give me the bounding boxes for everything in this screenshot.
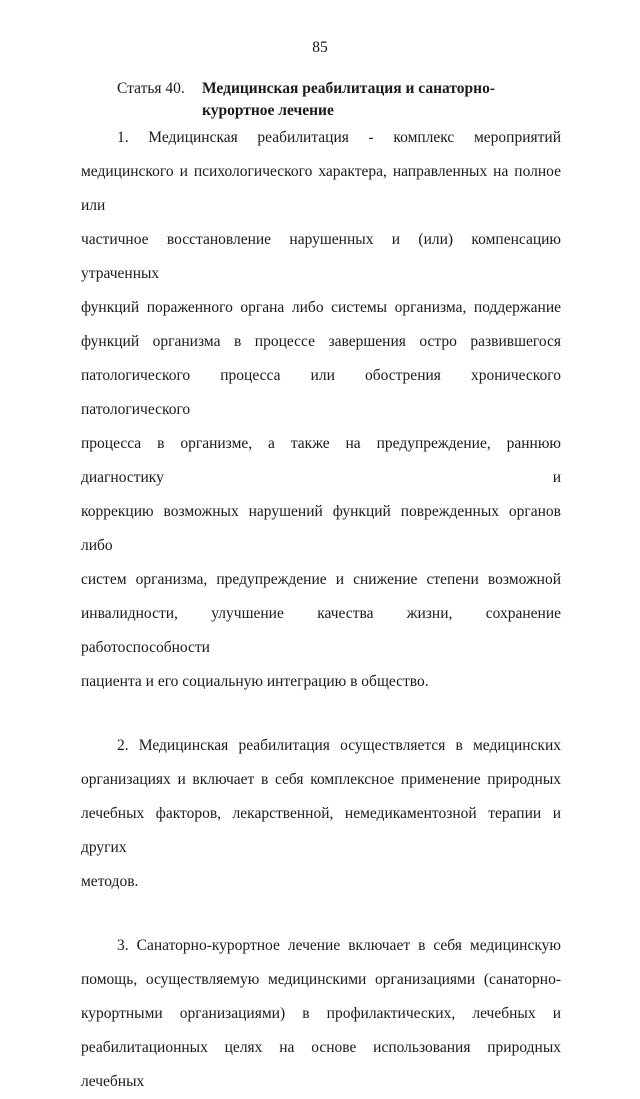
text-line: коррекцию возможных нарушений функций поврежденных органов либо [81, 503, 561, 554]
text-line: 2. Медицинская реабилитация осуществляется в медицинских [117, 737, 561, 754]
text-line: реабилитационных целях на основе использования природных лечебных [81, 1039, 561, 1090]
text-line: 3. Санаторно-курортное лечение включает в себя медицинскую [117, 937, 561, 954]
text-line: методов. [81, 873, 139, 890]
text-line: функций пораженного органа либо системы организма, поддержание [81, 299, 561, 316]
text-line: систем организма, предупреждение и снижение степени возможной [81, 571, 561, 588]
text-line: пациента и его социальную интеграцию в общество. [81, 673, 429, 690]
text-line: помощь, осуществляемую медицинскими организациями (санаторно- [81, 971, 561, 988]
paragraph-3 [81, 929, 561, 1099]
text-line: курортными организациями) в профилактических, лечебных и [81, 1005, 561, 1022]
paragraph-2 [81, 729, 561, 899]
text-line: процесса в организме, а также на предупреждение, раннюю диагностику и [81, 435, 561, 486]
text-line: 1. Медицинская реабилитация - комплекс мероприятий [117, 129, 561, 146]
text-line: функций организма в процессе завершения остро развившегося [81, 333, 561, 350]
text-line: лечебных факторов, лекарственной, немедикаментозной терапии и других [81, 805, 561, 856]
article-body [81, 121, 561, 1099]
paragraph-1 [81, 121, 561, 699]
article-heading [117, 78, 567, 122]
text-line: инвалидности, улучшение качества жизни, сохранение работоспособности [81, 605, 561, 656]
article-label: Статья 40. [117, 80, 185, 97]
text-line: патологического процесса или обострения хронического патологического [81, 367, 561, 418]
page-number: 85 [312, 39, 328, 56]
article-title: Медицинская реабилитация и санаторно-курортное лечение [202, 80, 496, 119]
text-line: частичное восстановление нарушенных и (или) компенсацию утраченных [81, 231, 561, 282]
text-line: организациях и включает в себя комплексное применение природных [81, 771, 561, 788]
text-line: медицинского и психологического характера, направленных на полное или [81, 163, 561, 214]
